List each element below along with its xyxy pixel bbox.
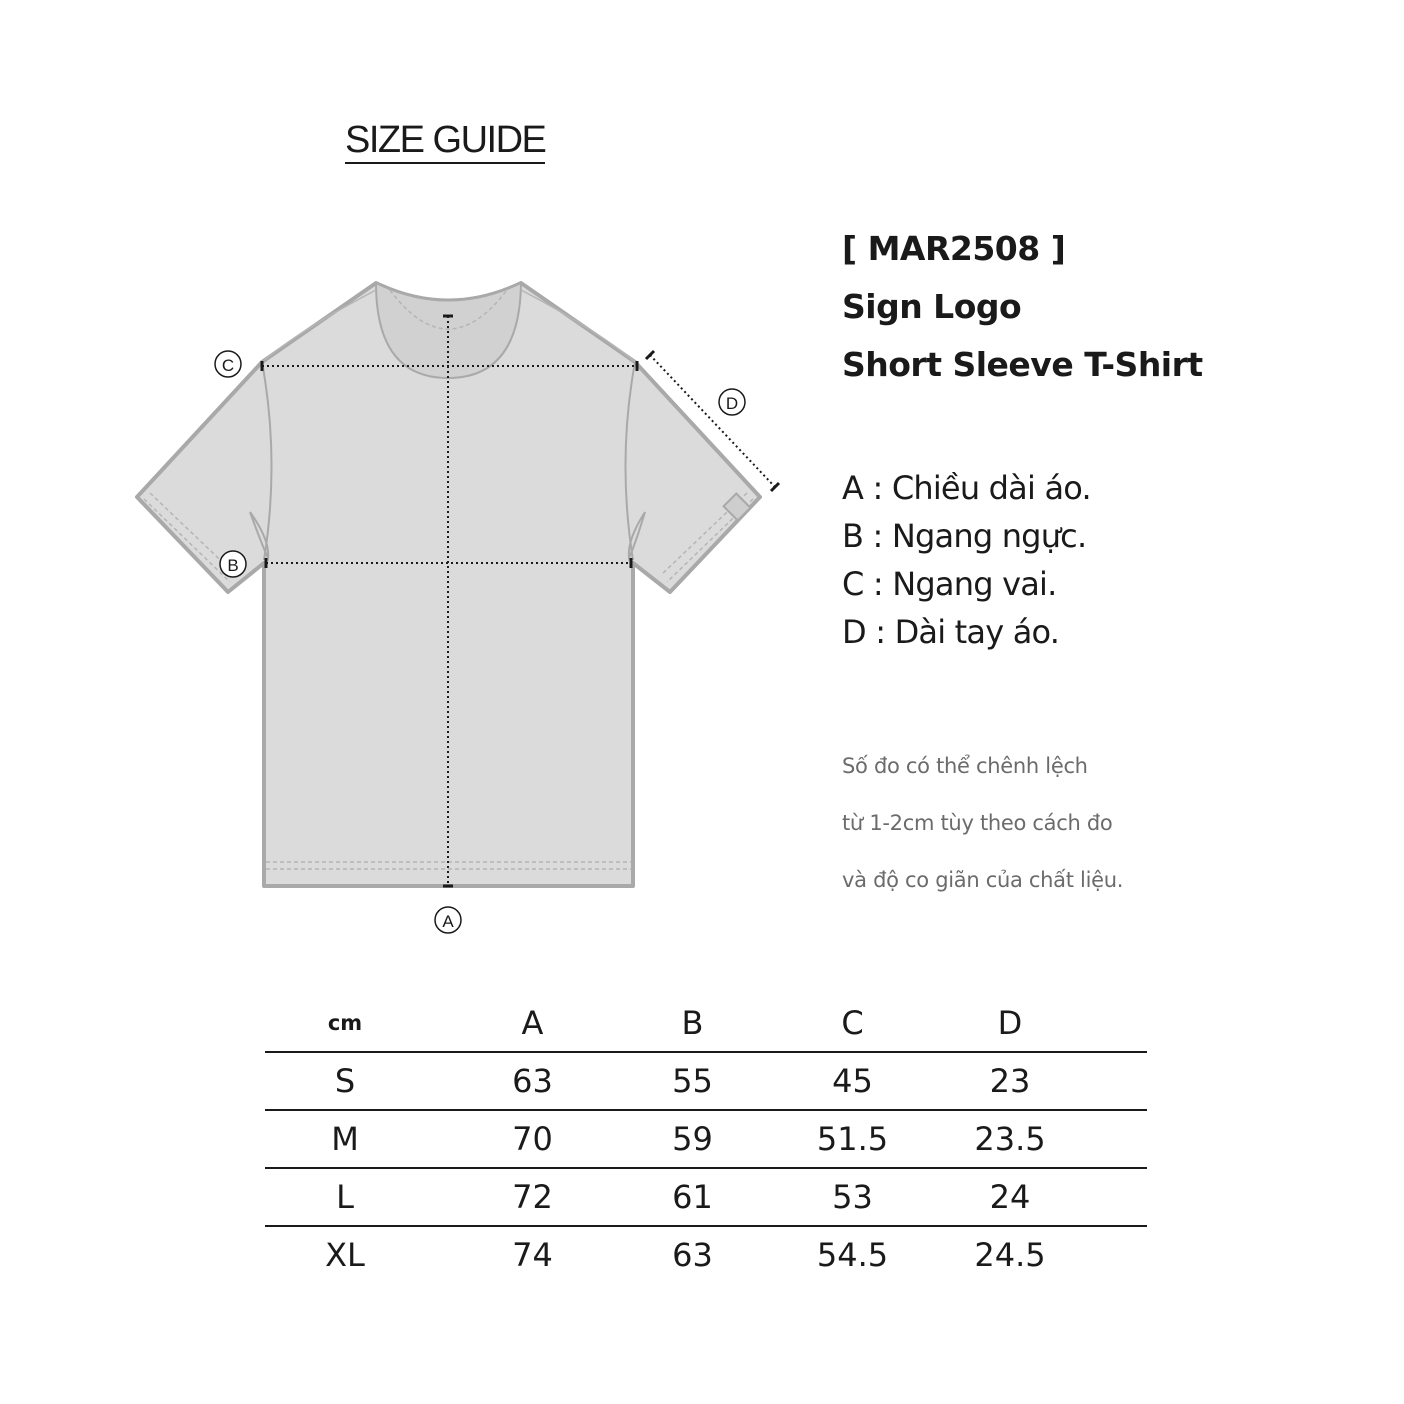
size-label: XL bbox=[265, 1226, 425, 1283]
tshirt-diagram bbox=[120, 270, 800, 950]
product-code: [ MAR2508 ] bbox=[842, 229, 1066, 268]
legend-item-a: A : Chiều dài áo. bbox=[842, 469, 1091, 507]
table-cell: 63 bbox=[425, 1052, 640, 1110]
spacer-cell bbox=[1060, 995, 1147, 1052]
size-label: S bbox=[265, 1052, 425, 1110]
table-cell: 54.5 bbox=[745, 1226, 960, 1283]
table-row bbox=[265, 1052, 1147, 1110]
table-cell: 55 bbox=[640, 1052, 745, 1110]
marker-a bbox=[435, 907, 461, 933]
measurement-legend bbox=[842, 464, 1091, 656]
size-label: M bbox=[265, 1110, 425, 1168]
legend-item-d: D : Dài tay áo. bbox=[842, 613, 1060, 651]
table-cell: 63 bbox=[640, 1226, 745, 1283]
table-cell: 53 bbox=[745, 1168, 960, 1226]
note-line: và độ co giãn của chất liệu. bbox=[842, 868, 1124, 892]
product-name-line1: Sign Logo bbox=[842, 287, 1022, 326]
svg-text:D: D bbox=[725, 394, 739, 413]
table-cell: 23 bbox=[960, 1052, 1060, 1110]
unit-header: cm bbox=[327, 1011, 363, 1035]
svg-text:B: B bbox=[227, 556, 239, 575]
spacer-cell bbox=[1060, 1110, 1147, 1168]
marker-b bbox=[220, 551, 246, 577]
table-row bbox=[265, 1110, 1147, 1168]
product-name-line2: Short Sleeve T-Shirt bbox=[842, 345, 1203, 384]
column-header: B bbox=[681, 1004, 704, 1042]
table-row bbox=[265, 1168, 1147, 1226]
table-cell: 23.5 bbox=[960, 1110, 1060, 1168]
note-line: từ 1-2cm tùy theo cách đo bbox=[842, 811, 1113, 835]
page-title: SIZE GUIDE bbox=[345, 118, 545, 164]
measurement-note bbox=[842, 738, 1123, 909]
table-cell: 74 bbox=[425, 1226, 640, 1283]
column-header: C bbox=[841, 1004, 864, 1042]
table-cell: 59 bbox=[640, 1110, 745, 1168]
spacer-cell bbox=[1060, 1226, 1147, 1283]
size-table bbox=[265, 995, 1147, 1283]
legend-item-c: C : Ngang vai. bbox=[842, 565, 1057, 603]
table-cell: 45 bbox=[745, 1052, 960, 1110]
spacer-cell bbox=[1060, 1052, 1147, 1110]
column-header: A bbox=[521, 1004, 544, 1042]
svg-text:A: A bbox=[442, 912, 454, 931]
table-header-row bbox=[265, 995, 1147, 1052]
column-header: D bbox=[997, 1004, 1023, 1042]
spacer-cell bbox=[1060, 1168, 1147, 1226]
size-label: L bbox=[265, 1168, 425, 1226]
table-cell: 61 bbox=[640, 1168, 745, 1226]
marker-d bbox=[719, 389, 745, 415]
product-info bbox=[842, 220, 1203, 394]
svg-text:C: C bbox=[221, 356, 235, 375]
table-cell: 24.5 bbox=[960, 1226, 1060, 1283]
table-row bbox=[265, 1226, 1147, 1283]
table-cell: 24 bbox=[960, 1168, 1060, 1226]
legend-item-b: B : Ngang ngực. bbox=[842, 517, 1087, 555]
table-cell: 70 bbox=[425, 1110, 640, 1168]
table-cell: 72 bbox=[425, 1168, 640, 1226]
note-line: Số đo có thể chênh lệch bbox=[842, 754, 1088, 778]
table-cell: 51.5 bbox=[745, 1110, 960, 1168]
marker-c bbox=[215, 351, 241, 377]
